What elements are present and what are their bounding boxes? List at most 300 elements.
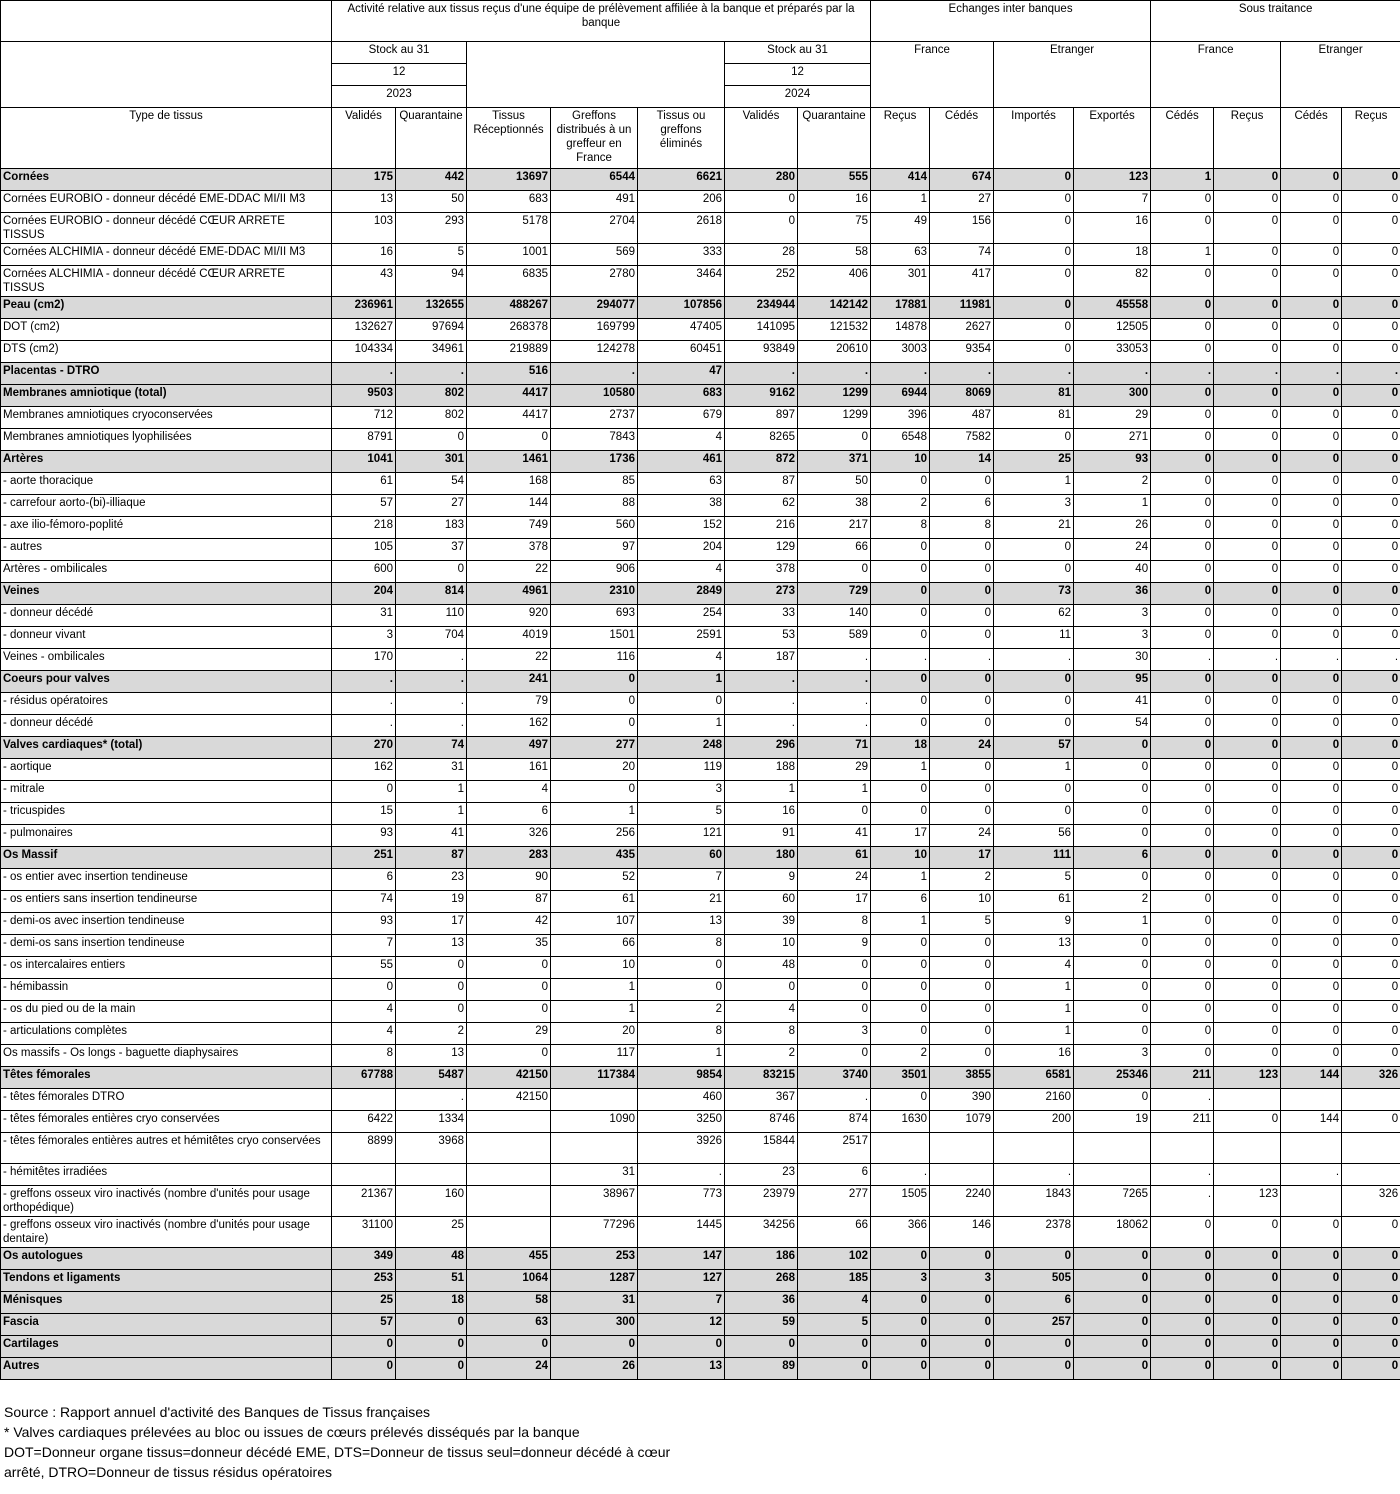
table-group-row bbox=[1, 737, 1400, 759]
value-cell: 0 bbox=[1214, 244, 1281, 266]
value-cell: 4 bbox=[798, 1292, 871, 1314]
value-cell: 62 bbox=[725, 495, 798, 517]
value-cell: 34256 bbox=[725, 1217, 798, 1248]
value-cell: . bbox=[798, 649, 871, 671]
value-cell: 301 bbox=[871, 266, 930, 297]
value-cell: 0 bbox=[1342, 891, 1400, 913]
value-cell: 17 bbox=[930, 847, 994, 869]
value-cell: 461 bbox=[638, 451, 725, 473]
value-cell: 0 bbox=[994, 191, 1074, 213]
value-cell: 0 bbox=[1074, 1023, 1151, 1045]
value-cell: 1630 bbox=[871, 1111, 930, 1133]
value-cell: 87 bbox=[467, 891, 551, 913]
value-cell: 121 bbox=[638, 825, 725, 847]
value-cell: 0 bbox=[638, 957, 725, 979]
value-cell: 1505 bbox=[871, 1186, 930, 1217]
value-cell: 0 bbox=[1214, 1314, 1281, 1336]
header-stock-2023-month: 12 bbox=[332, 64, 467, 86]
value-cell: 0 bbox=[1281, 1045, 1342, 1067]
value-cell: 37 bbox=[396, 539, 467, 561]
value-cell: 13697 bbox=[467, 169, 551, 191]
value-cell: 29 bbox=[467, 1023, 551, 1045]
table-row bbox=[1, 891, 1400, 913]
value-cell: 0 bbox=[930, 1023, 994, 1045]
value-cell: 0 bbox=[1281, 891, 1342, 913]
value-cell: 169799 bbox=[551, 319, 638, 341]
value-cell: 0 bbox=[1214, 1292, 1281, 1314]
value-cell: 60 bbox=[725, 891, 798, 913]
tissue-type-cell: Cartilages bbox=[1, 1336, 332, 1358]
table-row bbox=[1, 266, 1400, 297]
source-note: Source : Rapport annuel d'activité des Banques de Tissus françaises bbox=[4, 1404, 431, 1420]
value-cell: 300 bbox=[1074, 385, 1151, 407]
value-cell: 0 bbox=[930, 539, 994, 561]
value-cell: 2780 bbox=[551, 266, 638, 297]
value-cell: . bbox=[725, 363, 798, 385]
value-cell: 301 bbox=[396, 451, 467, 473]
value-cell: 0 bbox=[396, 957, 467, 979]
value-cell: . bbox=[798, 363, 871, 385]
value-cell: 0 bbox=[1151, 715, 1214, 737]
value-cell: 81 bbox=[994, 385, 1074, 407]
value-cell: 75 bbox=[798, 213, 871, 244]
value-cell: 0 bbox=[930, 803, 994, 825]
value-cell: 66 bbox=[798, 539, 871, 561]
value-cell: 8 bbox=[930, 517, 994, 539]
value-cell: 0 bbox=[871, 1089, 930, 1111]
value-cell: 23 bbox=[725, 1164, 798, 1186]
value-cell: 802 bbox=[396, 407, 467, 429]
value-cell: 170 bbox=[332, 649, 396, 671]
value-cell: 9854 bbox=[638, 1067, 725, 1089]
value-cell: 1445 bbox=[638, 1217, 725, 1248]
value-cell: 6 bbox=[871, 891, 930, 913]
value-cell: 0 bbox=[1281, 781, 1342, 803]
value-cell: 0 bbox=[1342, 1111, 1400, 1133]
value-cell: 94 bbox=[396, 266, 467, 297]
value-cell: 0 bbox=[1074, 1089, 1151, 1111]
value-cell: 293 bbox=[396, 213, 467, 244]
value-cell: 5487 bbox=[396, 1067, 467, 1089]
tissue-type-cell: Membranes amniotique (total) bbox=[1, 385, 332, 407]
value-cell: 1501 bbox=[551, 627, 638, 649]
value-cell: 0 bbox=[1151, 605, 1214, 627]
table-row bbox=[1, 649, 1400, 671]
value-cell: 0 bbox=[1214, 759, 1281, 781]
value-cell: . bbox=[798, 693, 871, 715]
value-cell: 204 bbox=[638, 539, 725, 561]
value-cell: 8 bbox=[332, 1045, 396, 1067]
value-cell: 200 bbox=[994, 1111, 1074, 1133]
table-row bbox=[1, 869, 1400, 891]
header-corner bbox=[1, 1, 332, 42]
value-cell bbox=[551, 1089, 638, 1111]
value-cell: 0 bbox=[1074, 1001, 1151, 1023]
value-cell: 16 bbox=[1074, 213, 1151, 244]
value-cell: 0 bbox=[1074, 935, 1151, 957]
value-cell: 300 bbox=[551, 1314, 638, 1336]
table-row bbox=[1, 407, 1400, 429]
value-cell: 0 bbox=[1342, 561, 1400, 583]
table-group-row bbox=[1, 1270, 1400, 1292]
value-cell: 140 bbox=[798, 605, 871, 627]
value-cell: 162 bbox=[467, 715, 551, 737]
value-cell: 0 bbox=[1342, 297, 1400, 319]
value-cell: 0 bbox=[1151, 1270, 1214, 1292]
value-cell: . bbox=[930, 649, 994, 671]
value-cell: 0 bbox=[930, 1314, 994, 1336]
value-cell: 0 bbox=[1281, 913, 1342, 935]
value-cell: 0 bbox=[1281, 671, 1342, 693]
value-cell: 0 bbox=[994, 715, 1074, 737]
value-cell: 47 bbox=[638, 363, 725, 385]
tissue-type-cell: - os entier avec insertion tendineuse bbox=[1, 869, 332, 891]
value-cell: 0 bbox=[1281, 1358, 1342, 1380]
value-cell: 0 bbox=[1214, 473, 1281, 495]
table-row bbox=[1, 473, 1400, 495]
value-cell: . bbox=[332, 715, 396, 737]
value-cell: 2627 bbox=[930, 319, 994, 341]
value-cell: 25346 bbox=[1074, 1067, 1151, 1089]
value-cell: 23979 bbox=[725, 1186, 798, 1217]
value-cell: 3968 bbox=[396, 1133, 467, 1164]
value-cell: 10 bbox=[930, 891, 994, 913]
value-cell: 0 bbox=[1281, 957, 1342, 979]
table-row bbox=[1, 825, 1400, 847]
value-cell: 0 bbox=[467, 1001, 551, 1023]
tissue-type-cell: - donneur décédé bbox=[1, 715, 332, 737]
value-cell: 123 bbox=[1214, 1186, 1281, 1217]
value-cell: 0 bbox=[1214, 1045, 1281, 1067]
value-cell: 3 bbox=[798, 1023, 871, 1045]
value-cell: . bbox=[798, 671, 871, 693]
value-cell: 48 bbox=[396, 1248, 467, 1270]
table-group-row bbox=[1, 1358, 1400, 1380]
value-cell: 0 bbox=[1342, 517, 1400, 539]
value-cell: 90 bbox=[467, 869, 551, 891]
value-cell: 874 bbox=[798, 1111, 871, 1133]
value-cell: 9354 bbox=[930, 341, 994, 363]
value-cell: 3 bbox=[871, 1270, 930, 1292]
value-cell: 4 bbox=[725, 1001, 798, 1023]
value-cell: 0 bbox=[551, 781, 638, 803]
value-cell: 674 bbox=[930, 169, 994, 191]
value-cell: 211 bbox=[1151, 1111, 1214, 1133]
value-cell: 17 bbox=[871, 825, 930, 847]
value-cell: 73 bbox=[994, 583, 1074, 605]
value-cell: 51 bbox=[396, 1270, 467, 1292]
value-cell: 3 bbox=[1074, 627, 1151, 649]
value-cell: . bbox=[1151, 1186, 1214, 1217]
value-cell: 0 bbox=[1151, 1314, 1214, 1336]
value-cell: 0 bbox=[1074, 979, 1151, 1001]
value-cell: 248 bbox=[638, 737, 725, 759]
tissue-type-cell: - têtes fémorales DTRO bbox=[1, 1089, 332, 1111]
value-cell: 40 bbox=[1074, 561, 1151, 583]
value-cell: 1 bbox=[798, 781, 871, 803]
value-cell: 366 bbox=[871, 1217, 930, 1248]
value-cell: 0 bbox=[994, 341, 1074, 363]
value-cell: 2240 bbox=[930, 1186, 994, 1217]
value-cell bbox=[1342, 1164, 1400, 1186]
valves-note: * Valves cardiaques prélevées au bloc ou issues de cœurs prélevés disséqués par la banque bbox=[4, 1424, 580, 1440]
value-cell: 0 bbox=[1214, 266, 1281, 297]
value-cell: 683 bbox=[638, 385, 725, 407]
value-cell: 0 bbox=[994, 429, 1074, 451]
value-cell: 0 bbox=[725, 1336, 798, 1358]
value-cell: 27 bbox=[396, 495, 467, 517]
value-cell: . bbox=[930, 363, 994, 385]
value-cell: 124278 bbox=[551, 341, 638, 363]
tissue-type-cell: - têtes fémorales entières cryo conservées bbox=[1, 1111, 332, 1133]
value-cell: 0 bbox=[332, 1336, 396, 1358]
value-cell: 18 bbox=[1074, 244, 1151, 266]
value-cell: 2 bbox=[1074, 473, 1151, 495]
value-cell: 0 bbox=[1342, 191, 1400, 213]
value-cell: 105 bbox=[332, 539, 396, 561]
value-cell: 33053 bbox=[1074, 341, 1151, 363]
value-cell: 396 bbox=[871, 407, 930, 429]
value-cell: 0 bbox=[1214, 693, 1281, 715]
value-cell: 0 bbox=[1151, 1336, 1214, 1358]
header-subcontract: Sous traitance bbox=[1151, 1, 1400, 42]
value-cell: 79 bbox=[467, 693, 551, 715]
value-cell: 0 bbox=[1281, 847, 1342, 869]
value-cell: 18062 bbox=[1074, 1217, 1151, 1248]
value-cell: 21367 bbox=[332, 1186, 396, 1217]
tissue-type-cell: - aortique bbox=[1, 759, 332, 781]
value-cell: 0 bbox=[1151, 1217, 1214, 1248]
value-cell: 4019 bbox=[467, 627, 551, 649]
value-cell: 2591 bbox=[638, 627, 725, 649]
value-cell: 0 bbox=[1151, 737, 1214, 759]
tissue-type-cell: Os autologues bbox=[1, 1248, 332, 1270]
table-row bbox=[1, 935, 1400, 957]
table-row bbox=[1, 715, 1400, 737]
header-activity-empty bbox=[467, 42, 725, 108]
value-cell: 906 bbox=[551, 561, 638, 583]
value-cell: 0 bbox=[1151, 473, 1214, 495]
value-cell: 0 bbox=[1281, 1292, 1342, 1314]
table-row bbox=[1, 1089, 1400, 1111]
value-cell: 0 bbox=[467, 957, 551, 979]
value-cell: 3 bbox=[638, 781, 725, 803]
value-cell: 0 bbox=[1214, 781, 1281, 803]
tissue-type-cell: Ménisques bbox=[1, 1292, 332, 1314]
tissue-type-cell: Valves cardiaques* (total) bbox=[1, 737, 332, 759]
value-cell: 13 bbox=[638, 1358, 725, 1380]
table-row bbox=[1, 605, 1400, 627]
value-cell: 256 bbox=[551, 825, 638, 847]
value-cell: 0 bbox=[1281, 869, 1342, 891]
value-cell: 0 bbox=[1342, 1336, 1400, 1358]
table-row bbox=[1, 1111, 1400, 1133]
value-cell: 0 bbox=[1151, 561, 1214, 583]
table-group-row bbox=[1, 169, 1400, 191]
value-cell: 117 bbox=[551, 1045, 638, 1067]
value-cell: 0 bbox=[1214, 169, 1281, 191]
value-cell: 20 bbox=[551, 1023, 638, 1045]
value-cell: 204 bbox=[332, 583, 396, 605]
value-cell: 0 bbox=[871, 1314, 930, 1336]
value-cell: 57 bbox=[332, 495, 396, 517]
value-cell: 0 bbox=[1214, 1358, 1281, 1380]
value-cell: 2 bbox=[871, 495, 930, 517]
value-cell: 185 bbox=[798, 1270, 871, 1292]
value-cell: 0 bbox=[1281, 169, 1342, 191]
value-cell: 1 bbox=[994, 1023, 1074, 1045]
value-cell: 0 bbox=[1281, 561, 1342, 583]
abbreviations-note: DOT=Donneur organe tissus=donneur décédé EME, DTS=Donneur de tissus seul=donneur décédé à cœur arrêté, DTRO=Donneur de tissus résidus opératoires bbox=[4, 1444, 671, 1480]
value-cell: 0 bbox=[1151, 1023, 1214, 1045]
value-cell: 0 bbox=[1342, 539, 1400, 561]
value-cell: 0 bbox=[798, 1336, 871, 1358]
tissue-type-cell: - axe ilio-fémoro-poplité bbox=[1, 517, 332, 539]
value-cell: 0 bbox=[930, 583, 994, 605]
value-cell: 2 bbox=[1074, 891, 1151, 913]
value-cell: 0 bbox=[1074, 803, 1151, 825]
value-cell: 14878 bbox=[871, 319, 930, 341]
header-type: Type de tissus bbox=[1, 108, 332, 169]
tissue-type-cell: - tricuspides bbox=[1, 803, 332, 825]
value-cell: 0 bbox=[725, 213, 798, 244]
value-cell: 25 bbox=[396, 1217, 467, 1248]
value-cell: 1090 bbox=[551, 1111, 638, 1133]
value-cell: 0 bbox=[1151, 1358, 1214, 1380]
value-cell: 897 bbox=[725, 407, 798, 429]
value-cell: 0 bbox=[1281, 1248, 1342, 1270]
value-cell: . bbox=[725, 671, 798, 693]
value-cell: 251 bbox=[332, 847, 396, 869]
value-cell: 270 bbox=[332, 737, 396, 759]
value-cell: 62 bbox=[994, 605, 1074, 627]
value-cell: 5178 bbox=[467, 213, 551, 244]
value-cell: 31 bbox=[551, 1164, 638, 1186]
value-cell: 2737 bbox=[551, 407, 638, 429]
value-cell: 24 bbox=[1074, 539, 1151, 561]
value-cell: 0 bbox=[1281, 191, 1342, 213]
value-cell: 38 bbox=[798, 495, 871, 517]
tissue-type-cell: - articulations complètes bbox=[1, 1023, 332, 1045]
value-cell: 0 bbox=[871, 1336, 930, 1358]
value-cell: 378 bbox=[725, 561, 798, 583]
value-cell: 0 bbox=[1214, 297, 1281, 319]
value-cell: 0 bbox=[1151, 869, 1214, 891]
value-cell: 349 bbox=[332, 1248, 396, 1270]
value-cell: 0 bbox=[1214, 891, 1281, 913]
header-tissus-receptionnes: Tissus Réceptionnés bbox=[467, 108, 551, 169]
value-cell: 9162 bbox=[725, 385, 798, 407]
value-cell: . bbox=[638, 1164, 725, 1186]
value-cell: 241 bbox=[467, 671, 551, 693]
value-cell: 253 bbox=[551, 1248, 638, 1270]
value-cell: 0 bbox=[930, 561, 994, 583]
value-cell: 18 bbox=[871, 737, 930, 759]
header-subcontract-france: France bbox=[1151, 42, 1281, 108]
value-cell: . bbox=[332, 363, 396, 385]
table-group-row bbox=[1, 297, 1400, 319]
tissue-type-cell: - os entiers sans insertion tendineurse bbox=[1, 891, 332, 913]
value-cell: 0 bbox=[1342, 1001, 1400, 1023]
value-cell: 704 bbox=[396, 627, 467, 649]
table-row bbox=[1, 957, 1400, 979]
value-cell: 277 bbox=[551, 737, 638, 759]
tissue-type-cell: - os intercalaires entiers bbox=[1, 957, 332, 979]
value-cell: 0 bbox=[1214, 671, 1281, 693]
value-cell: 0 bbox=[798, 429, 871, 451]
value-cell: . bbox=[994, 363, 1074, 385]
value-cell: 0 bbox=[1214, 583, 1281, 605]
value-cell: 0 bbox=[871, 935, 930, 957]
value-cell: 0 bbox=[1281, 605, 1342, 627]
tissue-type-cell: Os massifs - Os longs - baguette diaphysaires bbox=[1, 1045, 332, 1067]
value-cell: 0 bbox=[1281, 1314, 1342, 1336]
value-cell: 0 bbox=[1151, 1292, 1214, 1314]
value-cell: 74 bbox=[930, 244, 994, 266]
value-cell: 53 bbox=[725, 627, 798, 649]
table-group-row bbox=[1, 583, 1400, 605]
value-cell: 487 bbox=[930, 407, 994, 429]
value-cell: 36 bbox=[1074, 583, 1151, 605]
value-cell: 0 bbox=[1074, 1248, 1151, 1270]
value-cell: 0 bbox=[1074, 781, 1151, 803]
value-cell bbox=[1074, 1164, 1151, 1186]
value-cell: 0 bbox=[1151, 847, 1214, 869]
table-row bbox=[1, 1186, 1400, 1217]
value-cell: 144 bbox=[467, 495, 551, 517]
value-cell: 6548 bbox=[871, 429, 930, 451]
value-cell: 0 bbox=[1214, 429, 1281, 451]
value-cell: 0 bbox=[1074, 759, 1151, 781]
value-cell: 0 bbox=[1214, 1217, 1281, 1248]
value-cell: 1041 bbox=[332, 451, 396, 473]
value-cell: 13 bbox=[638, 913, 725, 935]
value-cell: 0 bbox=[1214, 517, 1281, 539]
value-cell: 1 bbox=[638, 1045, 725, 1067]
value-cell: 2310 bbox=[551, 583, 638, 605]
value-cell: 8 bbox=[725, 1023, 798, 1045]
header-greffons-distribues: Greffons distribués à un greffeur en France bbox=[551, 108, 638, 169]
table-row bbox=[1, 627, 1400, 649]
value-cell: 0 bbox=[1151, 429, 1214, 451]
value-cell: 0 bbox=[994, 1248, 1074, 1270]
value-cell: 110 bbox=[396, 605, 467, 627]
value-cell: 0 bbox=[1214, 979, 1281, 1001]
value-cell: 0 bbox=[930, 781, 994, 803]
value-cell bbox=[467, 1133, 551, 1164]
value-cell: 8265 bbox=[725, 429, 798, 451]
value-cell: 42150 bbox=[467, 1089, 551, 1111]
value-cell: 0 bbox=[1342, 1045, 1400, 1067]
value-cell: 87 bbox=[396, 847, 467, 869]
value-cell: 729 bbox=[798, 583, 871, 605]
value-cell: 0 bbox=[396, 1336, 467, 1358]
value-cell: 0 bbox=[1342, 825, 1400, 847]
value-cell: 8 bbox=[871, 517, 930, 539]
value-cell: 569 bbox=[551, 244, 638, 266]
value-cell: 0 bbox=[1214, 561, 1281, 583]
value-cell: 4961 bbox=[467, 583, 551, 605]
tissue-type-cell: - aorte thoracique bbox=[1, 473, 332, 495]
value-cell: 58 bbox=[467, 1292, 551, 1314]
value-cell: 0 bbox=[1214, 451, 1281, 473]
value-cell: 104334 bbox=[332, 341, 396, 363]
value-cell: 0 bbox=[1342, 627, 1400, 649]
value-cell: 82 bbox=[1074, 266, 1151, 297]
value-cell: 9 bbox=[725, 869, 798, 891]
value-cell: 0 bbox=[1342, 1292, 1400, 1314]
value-cell: . bbox=[1281, 363, 1342, 385]
